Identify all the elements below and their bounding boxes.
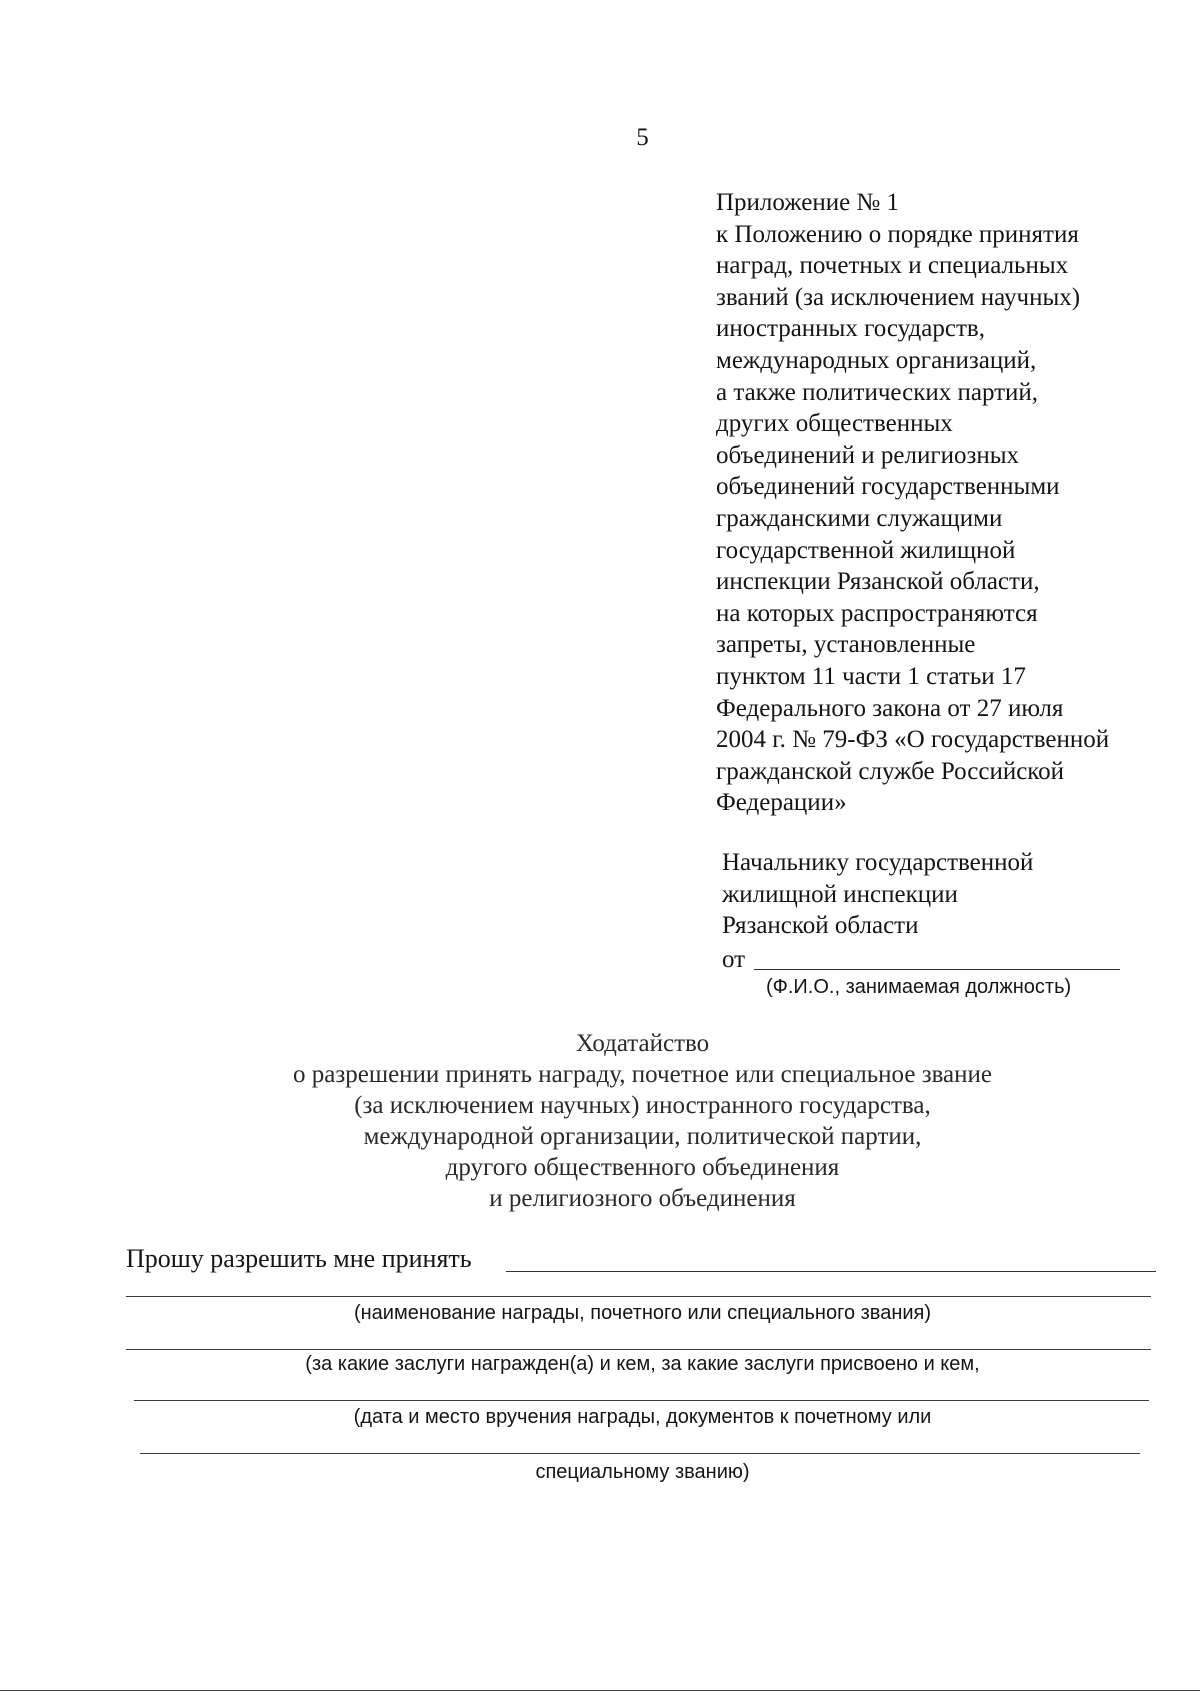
appendix-line: пунктом 11 части 1 статьи 17 bbox=[716, 662, 1026, 690]
petition-line: (за исключением научных) иностранного государства, bbox=[354, 1092, 931, 1119]
page-bottom-edge bbox=[0, 1690, 1200, 1691]
appendix-line: международных организаций, bbox=[716, 346, 1037, 374]
appendix-line: Федерации» bbox=[716, 789, 847, 817]
addressee-line: Начальнику государственной bbox=[722, 849, 1034, 876]
date-place-line[interactable] bbox=[134, 1400, 1149, 1401]
addressee-line: жилищной инспекции bbox=[722, 880, 958, 908]
petition-line: о разрешении принять награду, почетное или специальное звание bbox=[293, 1061, 992, 1088]
appendix-line: наград, почетных и специальных bbox=[716, 252, 1069, 280]
appendix-line: других общественных bbox=[716, 410, 953, 438]
request-row bbox=[126, 1243, 1156, 1275]
appendix-line: инспекции Рязанской области, bbox=[716, 568, 1040, 596]
appendix-line: объединений и религиозных bbox=[716, 441, 1020, 469]
appendix-line: иностранных государств, bbox=[716, 315, 985, 343]
documents-line[interactable] bbox=[140, 1453, 1140, 1454]
petition-line: международной организации, политической партии, bbox=[363, 1123, 922, 1150]
page-number: 5 bbox=[636, 124, 649, 151]
appendix-line: званий (за исключением научных) bbox=[716, 283, 1081, 311]
appendix-line: к Положению о порядке принятия bbox=[716, 220, 1079, 248]
petition-heading bbox=[0, 1028, 1200, 1214]
from-row bbox=[722, 945, 1122, 975]
addressee-block bbox=[722, 847, 1192, 942]
award-name-line[interactable] bbox=[126, 1296, 1151, 1297]
appendix-line: Приложение № 1 bbox=[716, 189, 900, 216]
award-name-field[interactable] bbox=[506, 1271, 1156, 1272]
petition-title: Ходатайство bbox=[575, 1030, 710, 1057]
award-name-caption: (наименование награды, почетного или специального звания) bbox=[353, 1302, 932, 1324]
appendix-line: запреты, установленные bbox=[716, 631, 976, 659]
from-label: от bbox=[722, 946, 746, 973]
applicant-name-field[interactable] bbox=[754, 969, 1120, 970]
appendix-line: гражданскими служащими bbox=[716, 504, 1003, 532]
documents-caption: специальному званию) bbox=[535, 1461, 750, 1483]
request-text: Прошу разрешить мне принять bbox=[126, 1244, 472, 1273]
appendix-line: гражданской службе Российской bbox=[716, 757, 1065, 785]
appendix-line: 2004 г. № 79-ФЗ «О государственной bbox=[716, 726, 1110, 754]
appendix-block bbox=[716, 187, 1196, 819]
appendix-line: Федерального закона от 27 июля bbox=[716, 694, 1064, 722]
petition-line: и религиозного объединения bbox=[489, 1185, 796, 1212]
addressee-line: Рязанской области bbox=[722, 912, 919, 939]
appendix-line: государственной жилищной bbox=[716, 536, 1016, 564]
date-place-caption: (дата и место вручения награды, документов к почетному или bbox=[353, 1406, 932, 1428]
merits-line[interactable] bbox=[126, 1349, 1151, 1350]
appendix-line: а также политических партий, bbox=[716, 378, 1039, 406]
appendix-line: объединений государственными bbox=[716, 473, 1060, 501]
fio-caption: (Ф.И.О., занимаемая должность) bbox=[766, 976, 1072, 998]
appendix-line: на которых распространяются bbox=[716, 599, 1038, 627]
petition-line: другого общественного объединения bbox=[445, 1154, 840, 1181]
merits-caption: (за какие заслуги награжден(а) и кем, за какие заслуги присвоено и кем, bbox=[305, 1353, 980, 1375]
